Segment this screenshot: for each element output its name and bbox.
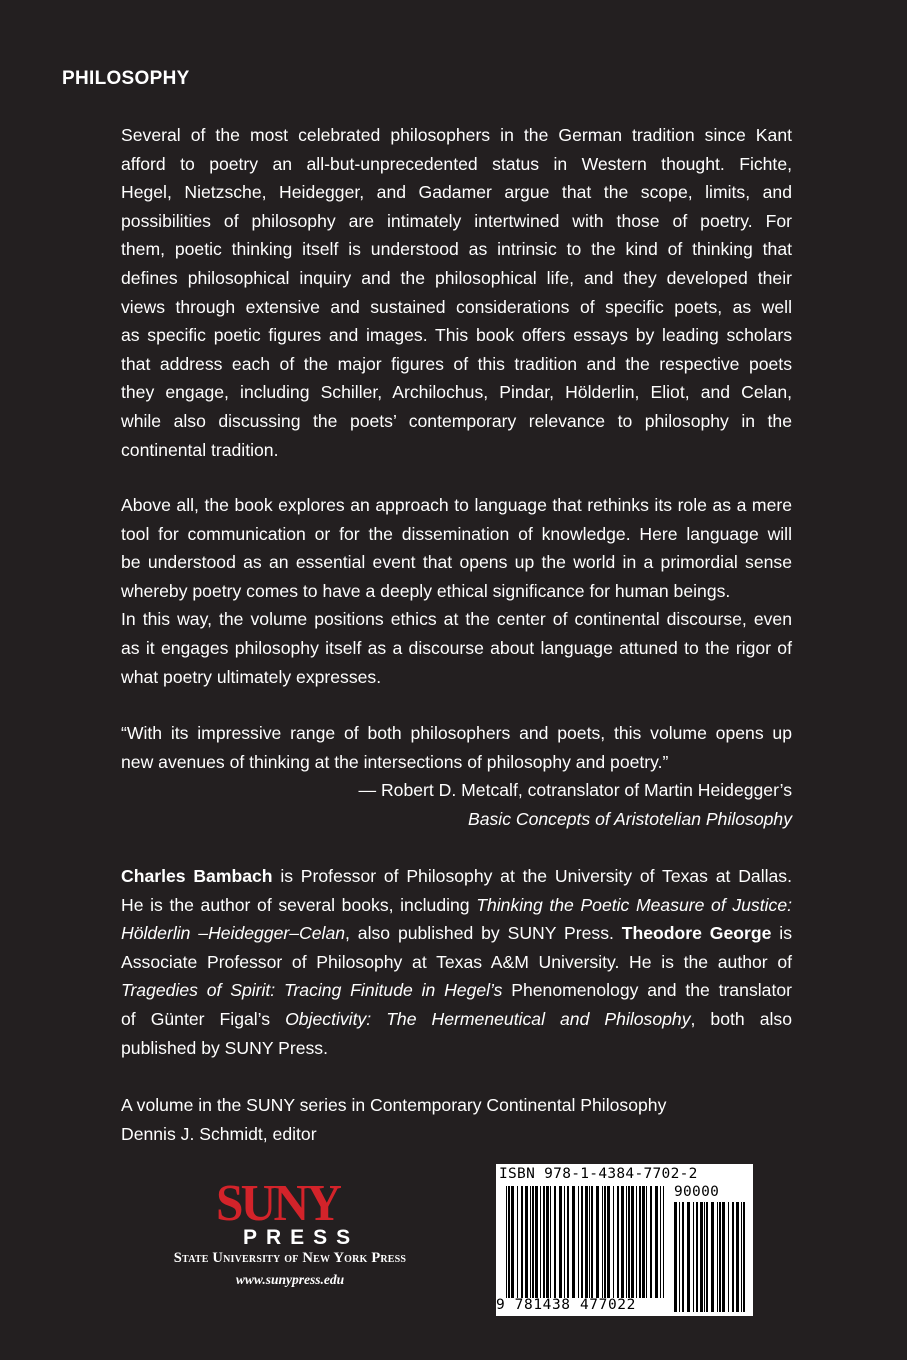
text-line: defines philosophical inquiry and the philosophical life, and they developed their	[121, 267, 792, 288]
barcode-bar	[521, 1186, 523, 1298]
text-line: as it engages philosophy itself as a discourse about language attuned to the rigor of	[121, 637, 792, 658]
book-title: Objectivity: The Hermeneutical and Philosophy	[285, 1008, 691, 1029]
text-line: views through extensive and sustained considerations of specific poets, as well	[121, 296, 792, 317]
ean-digits: 9 781438 477022	[496, 1297, 636, 1313]
barcode-bar	[743, 1202, 745, 1312]
barcode-bar	[596, 1186, 599, 1298]
text-line: continental tradition.	[121, 439, 279, 460]
barcode-bar	[704, 1202, 705, 1312]
bio-line	[121, 891, 792, 920]
text-line: that address each of the major figures of this tradition and the respective poets	[121, 353, 792, 374]
barcode-bar	[621, 1186, 624, 1298]
author-name: Theodore George	[621, 923, 772, 944]
barcode-bar	[572, 1186, 575, 1298]
publisher-url: www.sunypress.edu	[235, 1272, 345, 1287]
category-label: PHILOSOPHY	[62, 68, 190, 89]
author-bios	[121, 862, 792, 1062]
text-line: them, poetic thinking itself is understood as intrinsic to the kind of thinking that	[121, 239, 792, 260]
quote-line: new avenues of thinking at the intersections of philosophy and poetry.”	[121, 751, 669, 772]
barcode-bar	[693, 1202, 694, 1312]
bio-text: is	[771, 923, 792, 944]
barcode-bar	[589, 1186, 590, 1298]
bio-line	[121, 862, 792, 891]
barcode-bar	[567, 1186, 569, 1298]
barcode-bar	[535, 1186, 538, 1298]
text-line: as specific poetic figures and images. This book offers essays by leading scholars	[121, 325, 792, 346]
barcode-bar	[506, 1186, 507, 1298]
barcode-bar	[636, 1186, 637, 1298]
publisher-logo	[150, 1175, 426, 1298]
text-line: they engage, including Schiller, Archilochus, Pindar, Hölderlin, Eliot, and Celan,	[121, 382, 792, 403]
barcode-bar	[696, 1202, 698, 1312]
barcode-bar	[711, 1202, 714, 1312]
barcode-bar	[581, 1186, 583, 1298]
book-title: Thinking the Poetic Measure of Justice:	[476, 894, 792, 915]
quote-attribution: — Robert D. Metcalf, cotranslator of Martin Heidegger’s	[358, 780, 792, 801]
barcode-bar	[687, 1202, 690, 1312]
barcode-bar	[741, 1202, 742, 1312]
text-line: Several of the most celebrated philosophers in the German tradition since Kant	[121, 125, 792, 145]
bio-text: is Professor of Philosophy at the University of Texas at Dallas.	[272, 866, 792, 886]
author-name: Charles Bambach	[121, 866, 273, 886]
description-paragraph-1	[121, 121, 792, 464]
barcode-bar	[546, 1186, 549, 1298]
bio-text: of Günter Figal’s	[121, 1008, 286, 1029]
barcode-bar	[543, 1186, 545, 1298]
barcode-bar	[626, 1186, 627, 1298]
barcode-bar	[728, 1202, 729, 1312]
barcode-bar	[511, 1186, 514, 1298]
bio-text: , both also	[690, 1008, 792, 1029]
text-line: tool for communication or for the dissemination of knowledge. Here language will	[121, 523, 792, 544]
text-line: afford to poetry an all-but-unprecedented status in Western thought. Fichte,	[121, 153, 792, 174]
barcode-bar	[650, 1186, 652, 1298]
endorsement-quote	[121, 719, 792, 833]
barcode-bar	[682, 1202, 684, 1312]
barcode-bar	[564, 1186, 565, 1298]
bio-text: Phenomenology and the translator	[502, 980, 792, 1001]
publisher-name: State University of New York Press	[173, 1250, 407, 1266]
barcode-bar	[585, 1186, 588, 1298]
barcode-bar	[604, 1186, 606, 1298]
barcode-bar	[550, 1186, 551, 1298]
barcode-bar	[655, 1186, 658, 1298]
book-title: Hölderlin –Heidegger–Celan	[121, 923, 346, 944]
barcode-bar	[646, 1186, 647, 1298]
barcode-bar	[719, 1202, 721, 1312]
text-line: while also discussing the poets’ contemporary relevance to philosophy in the	[121, 410, 792, 431]
isbn-barcode	[496, 1164, 753, 1316]
description-paragraph-2	[121, 491, 792, 691]
series-editor: Dennis J. Schmidt, editor	[121, 1123, 317, 1144]
barcode-bar	[554, 1186, 556, 1298]
barcode-bar	[559, 1186, 562, 1298]
barcode-bar	[517, 1186, 518, 1298]
text-line: Hegel, Nietzsche, Heidegger, and Gadamer argue that the scope, limits, and	[121, 182, 792, 203]
isbn-label: ISBN 978-1-4384-7702-2	[499, 1166, 698, 1182]
barcode-bar	[607, 1186, 610, 1298]
text-line: Above all, the book explores an approach to language that rethinks its role as a mere	[121, 495, 792, 515]
bio-line	[121, 919, 792, 948]
bio-line	[121, 976, 792, 1005]
text-line: what poetry ultimately expresses.	[121, 666, 382, 687]
book-title: Tragedies of Spirit: Tracing Finitude in Hegel’s	[121, 980, 503, 1001]
barcode-addon-digits: 90000	[674, 1184, 720, 1200]
barcode-bar	[679, 1202, 680, 1312]
barcode-bar	[540, 1186, 541, 1298]
barcode-bar	[591, 1186, 593, 1298]
barcode-bar	[525, 1186, 528, 1298]
barcode-bar	[722, 1202, 725, 1312]
barcode-bar	[602, 1186, 603, 1298]
barcode-bar	[631, 1186, 634, 1298]
barcode-bar	[530, 1186, 531, 1298]
text-line: whereby poetry comes to have a deeply ethical significance for human beings.	[121, 580, 731, 601]
logo-suny-wordmark: SUNY	[216, 1175, 340, 1232]
quote-attribution-title: Basic Concepts of Aristotelian Philosophy	[467, 808, 792, 829]
bio-line: published by SUNY Press.	[121, 1037, 328, 1058]
barcode-bar	[617, 1186, 619, 1298]
barcode-bar	[642, 1186, 645, 1298]
text-line: be understood as an essential event that opens up the world in a primordial sense	[121, 552, 792, 573]
barcode-bar	[508, 1186, 510, 1298]
barcode-bar	[700, 1202, 703, 1312]
barcode-bar	[639, 1186, 641, 1298]
bio-line	[121, 1005, 792, 1034]
barcode-bar	[663, 1186, 664, 1298]
quote-line: “With its impressive range of both philosophers and poets, this volume opens up	[121, 723, 792, 743]
series-info	[121, 1091, 792, 1148]
barcode-bar	[660, 1186, 661, 1298]
barcode-bar	[578, 1186, 579, 1298]
text-line: In this way, the volume positions ethics at the center of continental discourse, even	[121, 609, 792, 630]
barcode-bar	[717, 1202, 718, 1312]
bio-text: He is the author of several books, including	[121, 894, 477, 915]
barcode-bar	[674, 1202, 677, 1312]
barcode-bar	[706, 1202, 708, 1312]
barcode-bar	[736, 1202, 739, 1312]
series-line: A volume in the SUNY series in Contemporary Continental Philosophy	[121, 1095, 667, 1115]
barcode-bar	[628, 1186, 630, 1298]
bio-line: Associate Professor of Philosophy at Texas A&M University. He is the author of	[121, 951, 792, 972]
barcode-bar	[532, 1186, 534, 1298]
barcode-bar	[613, 1186, 614, 1298]
bio-text: , also published by SUNY Press.	[345, 923, 622, 944]
text-line: possibilities of philosophy are intimately intertwined with those of poetry. For	[121, 210, 792, 231]
barcode-bar	[732, 1202, 734, 1312]
logo-press-wordmark: PRESS	[243, 1226, 360, 1249]
